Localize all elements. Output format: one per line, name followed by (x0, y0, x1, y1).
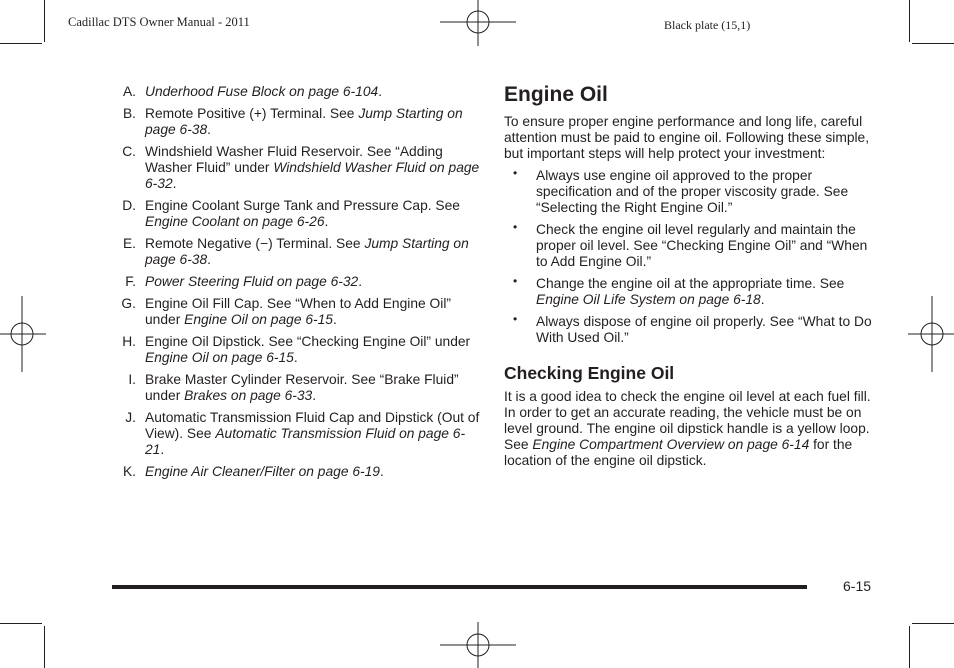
cross-reference: Engine Oil Life System on page 6-18 (536, 292, 761, 307)
cross-reference: Power Steering Fluid on page 6-32 (145, 274, 359, 289)
intro-paragraph: To ensure proper engine performance and long life, careful attention must be paid to engine oil. Following these simple, but important steps will help protect your investment: (504, 114, 870, 161)
item-letter: H. (122, 334, 136, 349)
cross-reference: Engine Oil on page 6-15 (145, 350, 294, 365)
cross-reference: Engine Air Cleaner/Filter on page 6-19 (145, 464, 380, 479)
crop-mark-top-left-h (0, 43, 42, 44)
bullet-glyph: • (513, 166, 518, 180)
item-letter: D. (122, 198, 136, 213)
crop-mark-bottom-left-v (44, 626, 45, 668)
bullet-item: • Always use engine oil approved to the proper specification and of the proper viscosity grade. See “Selecting the Right Engine Oil.” (513, 166, 849, 215)
item-letter: J. (125, 410, 136, 425)
item-letter: G. (121, 296, 136, 311)
cross-reference: Jump Starting on page 6-38 (145, 106, 463, 137)
cross-reference: Engine Compartment Overview on page 6-14 (532, 437, 810, 452)
bullet-item: • Check the engine oil level regularly and maintain the proper oil level. See “Checking Engine Oil” and “When to Add Engine Oil.” (513, 220, 868, 269)
crop-mark-bottom-right-h (912, 623, 954, 624)
cross-reference: Engine Coolant on page 6-26 (145, 214, 325, 229)
list-item: D. Engine Coolant Surge Tank and Pressure Cap. See Engine Coolant on page 6-26. (112, 198, 484, 230)
bullet-glyph: • (513, 274, 518, 288)
list-item: C. Windshield Washer Fluid Reservoir. See “Adding Washer Fluid” under Windshield Washer Fluid on page 6-32. (112, 144, 484, 192)
crop-mark-bottom-left-h (0, 623, 42, 624)
section-heading: Engine Oil (504, 83, 608, 106)
cross-reference: Windshield Washer Fluid on page 6-32 (145, 160, 480, 191)
list-item: J. Automatic Transmission Fluid Cap and Dipstick (Out of View). See Automatic Transmission Fluid on page 6-21. (112, 410, 484, 458)
cross-reference: Automatic Transmission Fluid on page 6-21 (145, 426, 466, 457)
cross-reference: Engine Oil on page 6-15 (184, 312, 333, 327)
bullet-glyph: • (513, 312, 518, 326)
manual-title: Cadillac DTS Owner Manual - 2011 (68, 15, 250, 29)
crop-mark-top-left-v (44, 0, 45, 42)
crop-mark-top-right-h (912, 43, 954, 44)
subsection-heading: Checking Engine Oil (504, 363, 675, 383)
list-item: A. Underhood Fuse Block on page 6-104. (112, 84, 484, 100)
page-number: 6-15 (843, 578, 872, 594)
registration-mark-bottom (440, 622, 516, 668)
list-item: G. Engine Oil Fill Cap. See “When to Add Engine Oil” under Engine Oil on page 6-15. (112, 296, 484, 328)
list-item: I. Brake Master Cylinder Reservoir. See “Brake Fluid” under Brakes on page 6-33. (112, 372, 484, 404)
item-letter: B. (122, 106, 136, 121)
cross-reference: Underhood Fuse Block on page 6-104 (145, 84, 379, 99)
engine-oil-section (504, 82, 874, 469)
item-letter: F. (125, 274, 136, 289)
plate-label: Black plate (15,1) (664, 18, 751, 32)
registration-mark-top (440, 0, 516, 46)
item-letter: C. (122, 144, 136, 159)
crop-mark-top-right-v (909, 0, 910, 42)
item-letter: A. (122, 84, 136, 99)
item-letter: I. (128, 372, 136, 387)
crop-mark-bottom-right-v (909, 626, 910, 668)
registration-mark-left (0, 296, 46, 372)
list-item: E. Remote Negative (−) Terminal. See Jump Starting on page 6-38. (112, 236, 484, 268)
registration-mark-right (908, 296, 954, 372)
cross-reference: Jump Starting on page 6-38 (145, 236, 469, 267)
list-item: K. Engine Air Cleaner/Filter on page 6-19. (112, 464, 484, 480)
cross-reference: Brakes on page 6-33 (184, 388, 313, 403)
bullet-list (504, 168, 874, 346)
list-item: B. Remote Positive (+) Terminal. See Jump Starting on page 6-38. (112, 106, 484, 138)
bullet-item: • Always dispose of engine oil properly. See “What to Do With Used Oil.” (513, 312, 872, 345)
list-item: H. Engine Oil Dipstick. See “Checking Engine Oil” under Engine Oil on page 6-15. (112, 334, 484, 366)
item-letter: K. (122, 464, 136, 479)
footer-rule (112, 585, 807, 589)
bullet-item: • Change the engine oil at the appropriate time. See Engine Oil Life System on page 6-18. (513, 274, 845, 307)
list-item: F. Power Steering Fluid on page 6-32. (112, 274, 484, 290)
checking-paragraph: It is a good idea to check the engine oil level at each fuel fill. In order to get an accurate reading, the vehicle must be on level ground. The engine oil dipstick handle is a yellow loop. See Engine Compartment Overview on page 6-14 for the location of the engine oil dipstick. (504, 389, 871, 468)
bullet-glyph: • (513, 220, 518, 234)
item-letter: E. (122, 236, 136, 251)
component-callout-list (112, 84, 484, 486)
